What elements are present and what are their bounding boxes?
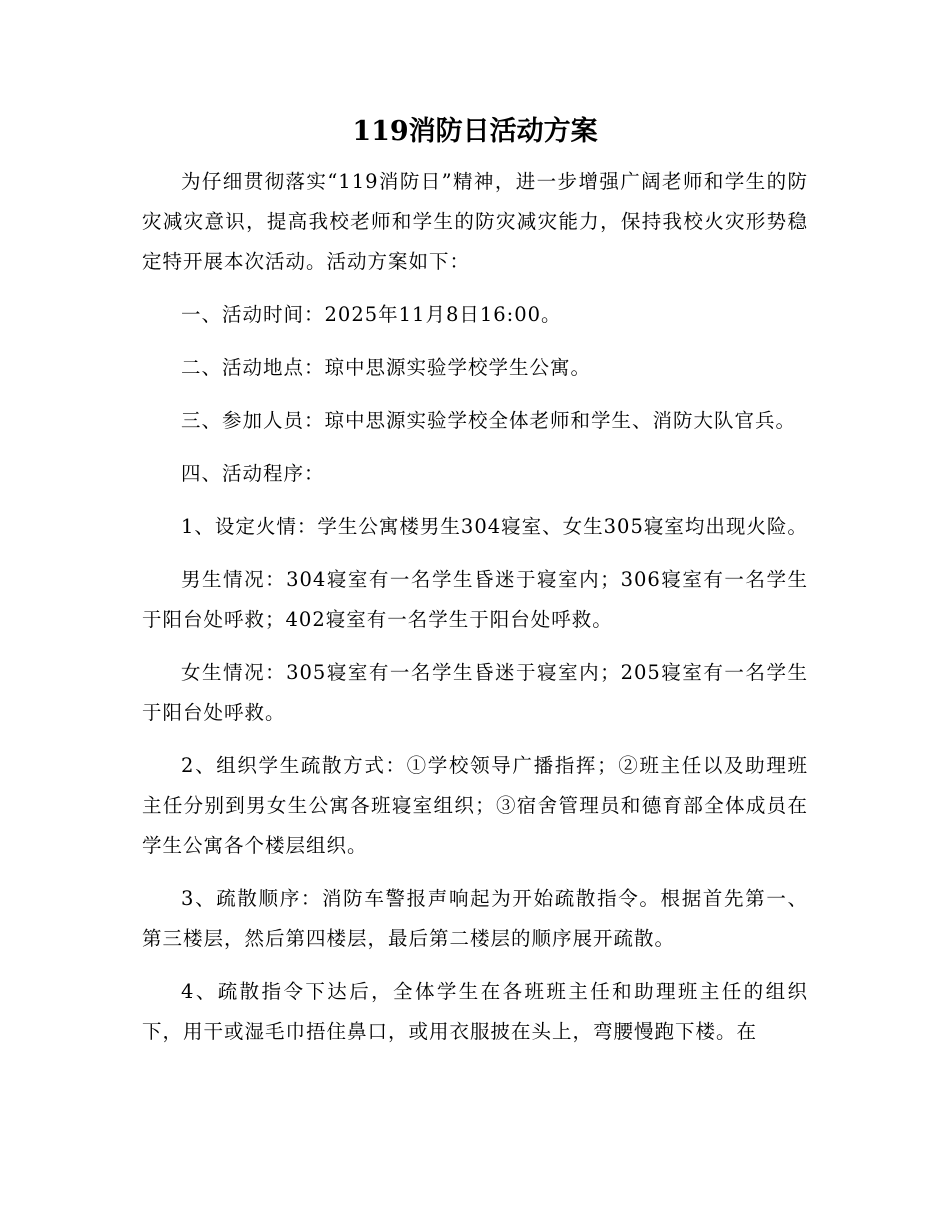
paragraph-evacuation-method: 2、组织学生疏散方式：①学校领导广播指挥；②班主任以及助理班主任分别到男女生公寓各班寝室组织；③宿舍管理员和德育部全体成员在学生公寓各个楼层组织。 [142, 754, 808, 857]
document-body [142, 162, 808, 1065]
paragraph-male-situation: 男生情况：304寝室有一名学生昏迷于寝室内；306寝室有一名学生于阳台处呼救；402寝室有一名学生于阳台处呼救。 [142, 568, 808, 631]
paragraph-fire-scenario: 1、设定火情：学生公寓楼男生304寝室、女生305寝室均出现火险。 [181, 515, 808, 538]
paragraph-procedure-heading: 四、活动程序： [181, 462, 325, 485]
paragraph-participants: 三、参加人员：琼中思源实验学校全体老师和学生、消防大队官兵。 [181, 409, 797, 432]
paragraph-intro: 为仔细贯彻落实“119消防日”精神，进一步增强广阔老师和学生的防灾减灾意识，提高我校老师和学生的防灾减灾能力，保持我校火灾形势稳定特开展本次活动。活动方案如下： [142, 170, 808, 273]
paragraph-evacuation-instructions: 4、疏散指令下达后，全体学生在各班班主任和助理班主任的组织下，用干或湿毛巾捂住鼻口，或用衣服披在头上，弯腰慢跑下楼。在 [142, 980, 808, 1043]
paragraph-activity-time: 一、活动时间：2025年11月8日16:00。 [181, 303, 562, 326]
document-title: 119消防日活动方案 [352, 116, 598, 147]
paragraph-evacuation-order: 3、疏散顺序：消防车警报声响起为开始疏散指令。根据首先第一、第三楼层，然后第四楼层，最后第二楼层的顺序展开疏散。 [142, 887, 808, 950]
paragraph-female-situation: 女生情况：305寝室有一名学生昏迷于寝室内；205寝室有一名学生于阳台处呼救。 [142, 661, 808, 724]
paragraph-activity-location: 二、活动地点：琼中思源实验学校学生公寓。 [181, 356, 592, 379]
